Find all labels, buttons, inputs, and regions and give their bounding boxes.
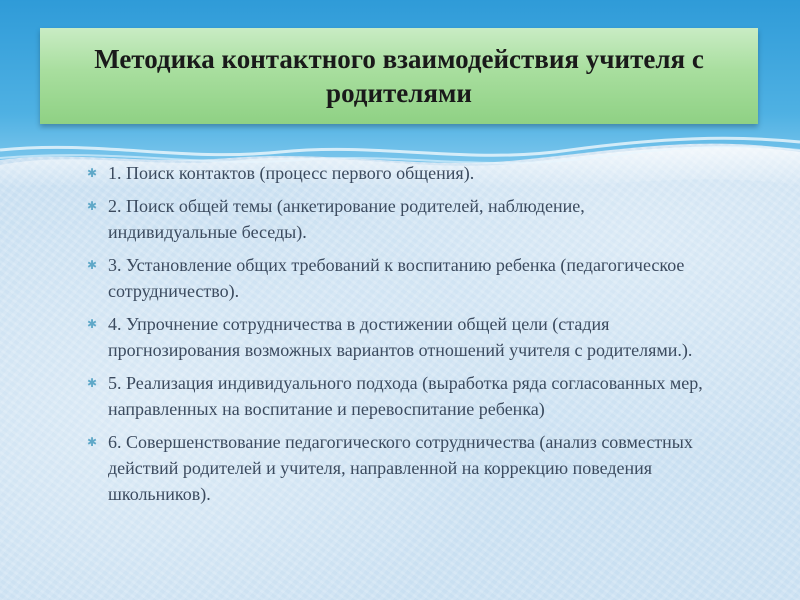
list-item-text: 3. Установление общих требований к воспитанию ребенка (педагогическое сотрудничество). [108, 255, 685, 301]
bullet-list [84, 160, 714, 514]
slide-title: Методика контактного взаимодействия учителя с родителями [94, 44, 704, 108]
list-item-text: 6. Совершенствование педагогического сотрудничества (анализ совместных действий родителей и учителя, направленной на коррекцию поведения школьников). [108, 432, 693, 504]
list-item [84, 429, 714, 507]
list-item [84, 193, 714, 245]
list-item [84, 311, 714, 363]
list-item-text: 1. Поиск контактов (процесс первого общения). [108, 163, 475, 183]
list-item-text: 4. Упрочнение сотрудничества в достижении общей цели (стадия прогнозирования возможных вариантов отношений учителя с родителями.). [108, 314, 693, 360]
title-box [40, 28, 758, 124]
list-item [84, 252, 714, 304]
bullet-icon: ✱ [87, 166, 98, 180]
list-item-text: 2. Поиск общей темы (анкетирование родителей, наблюдение, индивидуальные беседы). [108, 196, 585, 242]
bullet-icon: ✱ [87, 199, 98, 213]
bullet-icon: ✱ [87, 435, 98, 449]
bullet-icon: ✱ [87, 376, 98, 390]
list-item [84, 370, 714, 422]
bullet-icon: ✱ [87, 317, 98, 331]
list-item [84, 160, 714, 186]
list-item-text: 5. Реализация индивидуального подхода (выработка ряда согласованных мер, направленных на воспитание и перевоспитание ребенка) [108, 373, 703, 419]
bullet-icon: ✱ [87, 258, 98, 272]
